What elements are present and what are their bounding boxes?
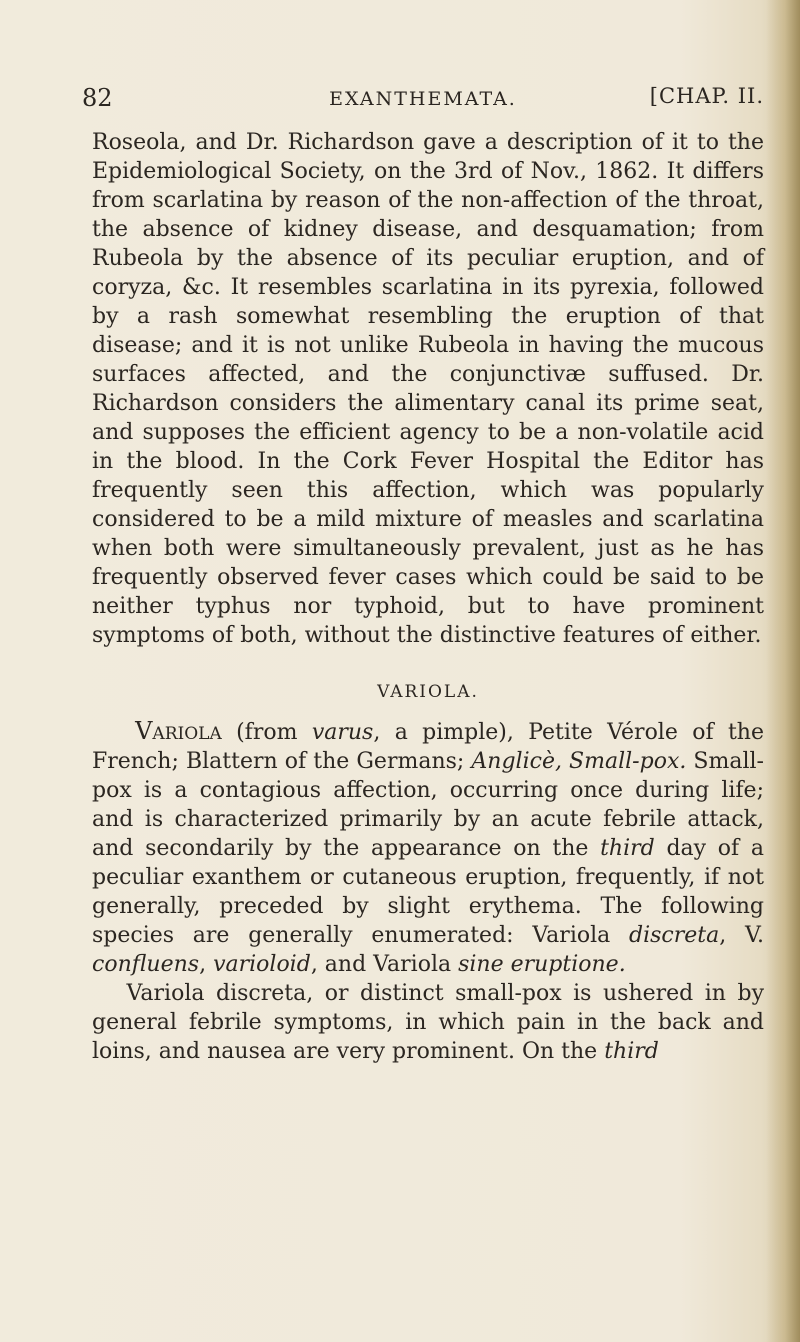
- paragraph-variola-definition: [92, 717, 764, 979]
- italic-term: third: [600, 836, 655, 861]
- chapter-reference: [CHAP. II.: [649, 84, 764, 108]
- italic-term: confluens: [92, 952, 200, 977]
- text-run: Variola discreta, or distinct small-pox is ushered in by general febrile symptoms, in which pain in the back and loins, and nausea are very prominent. On the: [92, 981, 764, 1064]
- text-run: ,: [199, 952, 214, 977]
- running-title: EXANTHEMATA.: [329, 88, 517, 110]
- text-run: (from: [221, 720, 312, 745]
- page-edge-shadow: [766, 0, 800, 1342]
- body-text: [92, 128, 764, 1066]
- page-number: 82: [82, 84, 113, 112]
- italic-term: third: [604, 1039, 659, 1064]
- section-heading-variola: VARIOLA.: [377, 682, 479, 702]
- text-run: day of a peculiar exanthem or cutaneous eruption, frequently, if not generally, preceded by slight erythema. The following species are generally enumerated: Variola: [92, 836, 764, 948]
- running-header: [82, 84, 764, 120]
- italic-term: varioloid: [213, 952, 311, 977]
- italic-term: Anglicè, Small-pox.: [471, 749, 687, 774]
- text-run: , V.: [719, 923, 765, 948]
- italic-term: varus: [311, 720, 374, 745]
- text-run: Small-pox is a contagious affection, occurring once during life; and is characterized primarily by an acute febrile attack, and secondarily by the appearance on the: [92, 749, 764, 861]
- text-run: , a pimple), Petite Vérole of the French; Blattern of the Germans;: [92, 720, 764, 774]
- paragraph-roseola: Roseola, and Dr. Richardson gave a description of it to the Epidemiological Society, on the 3rd of Nov., 1862. It differs from scarlatina by reason of the non-affection of the throat, the absence of kidney disease, and desquamation; from Rubeola by the absence of its peculiar eruption, and of coryza, &c. It resembles scarlatina in its pyrexia, followed by a rash somewhat resembling the eruption of that disease; and it is not unlike Rubeola in having the mucous surfaces affected, and the conjunctivæ suffused. Dr. Richardson considers the alimentary canal its prime seat, and supposes the efficient agency to be a non-volatile acid in the blood. In the Cork Fever Hospital the Editor has frequently seen this affection, which was popularly considered to be a mild mixture of measles and scarlatina when both were simultaneously prevalent, just as he has frequently observed fever cases which could be said to be neither typhus nor typhoid, but to have prominent symptoms of both, without the distinctive features of either.: [92, 130, 764, 648]
- text-run: , and Variola: [310, 952, 459, 977]
- italic-term: sine eruptione.: [458, 952, 626, 977]
- italic-term: discreta: [629, 923, 720, 948]
- lead-word: Variola: [135, 717, 222, 745]
- paragraph-variola-discreta: [92, 979, 764, 1066]
